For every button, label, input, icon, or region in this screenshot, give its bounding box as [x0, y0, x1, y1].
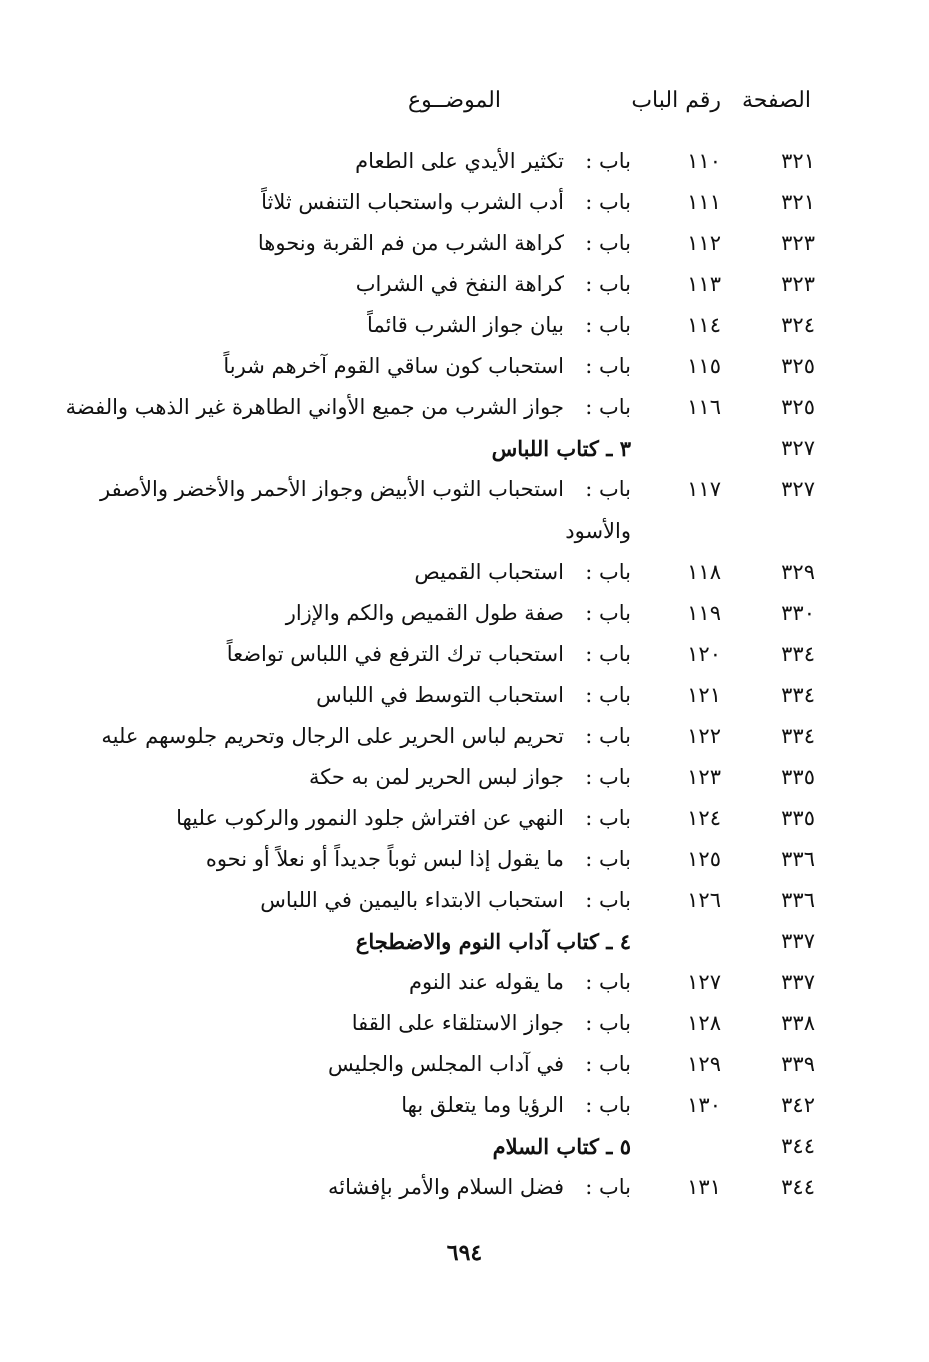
index-row — [0, 348, 929, 389]
row-chapter-number: ١٣٠ — [687, 1093, 721, 1117]
row-chapter-number: ١٢٢ — [687, 724, 721, 748]
index-row — [0, 759, 929, 800]
row-prefix: باب : — [585, 272, 631, 296]
row-chapter-number: ١٢٦ — [687, 888, 721, 912]
row-prefix: باب : — [585, 231, 631, 255]
index-row — [0, 471, 929, 554]
row-page-number: ٣٢٣ — [781, 272, 815, 296]
row-chapter-number: ١٢٩ — [687, 1052, 721, 1076]
index-row — [0, 841, 929, 882]
row-title: استحباب الابتداء باليمين في اللباس — [260, 888, 564, 912]
row-chapter-number: ١١٠ — [687, 149, 721, 173]
row-page-number: ٣٣٦ — [781, 847, 815, 871]
row-prefix: باب : — [585, 354, 631, 378]
row-prefix: باب : — [585, 847, 631, 871]
row-page-number: ٣٣٤ — [781, 683, 815, 707]
row-prefix: باب : — [585, 313, 631, 337]
index-list — [0, 143, 929, 1210]
row-page-number: ٣٣٧ — [781, 970, 815, 994]
index-row — [0, 143, 929, 184]
index-row — [0, 184, 929, 225]
row-chapter-number: ١٢٤ — [687, 806, 721, 830]
row-page-number: ٣٢٥ — [781, 395, 815, 419]
index-row — [0, 677, 929, 718]
book-heading-row — [0, 430, 929, 471]
row-prefix: باب : — [585, 970, 631, 994]
row-title: جواز الاستلقاء على القفا — [351, 1011, 564, 1035]
row-chapter-number: ١١١ — [687, 190, 721, 214]
index-row — [0, 636, 929, 677]
row-title: الرؤيا وما يتعلق بها — [401, 1093, 564, 1117]
index-row — [0, 595, 929, 636]
row-prefix: باب : — [585, 1093, 631, 1117]
row-page-number: ٣٤٤ — [781, 1175, 815, 1199]
row-page-number: ٣٣٩ — [781, 1052, 815, 1076]
row-prefix: باب : — [585, 1052, 631, 1076]
book-title: ٥ ـ كتاب السلام — [492, 1134, 631, 1159]
row-page-number: ٣٣٠ — [781, 601, 815, 625]
index-row — [0, 225, 929, 266]
row-page-number: ٣٢٣ — [781, 231, 815, 255]
row-chapter-number: ١٢٣ — [687, 765, 721, 789]
row-prefix: باب : — [585, 683, 631, 707]
row-chapter-number: ١١٣ — [687, 272, 721, 296]
row-page-number: ٣٣٤ — [781, 724, 815, 748]
book-title: ٤ ـ كتاب آداب النوم والاضطجاع — [355, 929, 631, 954]
row-page-number: ٣٣٦ — [781, 888, 815, 912]
index-row — [0, 800, 929, 841]
row-title: في آداب المجلس والجليس — [327, 1052, 564, 1076]
row-page-number: ٣٣٧ — [781, 929, 815, 953]
index-row — [0, 718, 929, 759]
row-prefix: باب : — [585, 1175, 631, 1199]
book-title: ٣ ـ كتاب اللباس — [491, 436, 631, 461]
row-title: ما يقوله عند النوم — [409, 970, 564, 994]
row-page-number: ٣٣٤ — [781, 642, 815, 666]
row-title: النهي عن افتراش جلود النمور والركوب عليها — [176, 806, 564, 830]
row-prefix: باب : — [585, 190, 631, 214]
row-chapter-number: ١٢٥ — [687, 847, 721, 871]
row-page-number: ٣٢٧ — [781, 477, 815, 501]
index-row — [0, 1169, 929, 1210]
row-chapter-number: ١٢١ — [687, 683, 721, 707]
header-page-label: الصفحة — [741, 88, 811, 113]
row-title: بيان جواز الشرب قائماً — [367, 313, 564, 337]
index-row — [0, 307, 929, 348]
index-row — [0, 1046, 929, 1087]
row-prefix: باب : — [585, 806, 631, 830]
row-title: جواز لبس الحرير لمن به حكة — [309, 765, 564, 789]
index-row — [0, 266, 929, 307]
row-page-number: ٣٤٤ — [781, 1134, 815, 1158]
row-prefix: باب : — [585, 642, 631, 666]
row-title: استحباب ترك الترفع في اللباس تواضعاً — [226, 642, 564, 666]
book-heading-row — [0, 923, 929, 964]
row-page-number: ٣٢٩ — [781, 560, 815, 584]
row-chapter-number: ١١٧ — [687, 477, 721, 501]
row-page-number: ٣٢٧ — [781, 436, 815, 460]
row-chapter-number: ١١٢ — [687, 231, 721, 255]
row-title: استحباب الثوب الأبيض وجواز الأحمر والأخضر والأصفر — [100, 477, 564, 501]
row-page-number: ٣٣٥ — [781, 765, 815, 789]
row-title: تكثير الأيدي على الطعام — [355, 149, 564, 173]
row-title: ما يقول إذا لبس ثوباً جديداً أو نعلاً أو نحوه — [205, 847, 564, 871]
index-row — [0, 554, 929, 595]
row-title: أدب الشرب واستحباب التنفس ثلاثاً — [261, 190, 564, 214]
row-chapter-number: ١٢٧ — [687, 970, 721, 994]
row-prefix: باب : — [585, 149, 631, 173]
row-page-number: ٣٢٤ — [781, 313, 815, 337]
index-row — [0, 389, 929, 430]
row-prefix: باب : — [585, 477, 631, 501]
row-title: صفة طول القميص والكم والإزار — [285, 601, 564, 625]
header-topic-label: الموضــوع — [408, 88, 501, 113]
column-header — [0, 88, 929, 128]
row-title: استحباب القميص — [414, 560, 564, 584]
row-prefix: باب : — [585, 1011, 631, 1035]
row-chapter-number: ١١٩ — [687, 601, 721, 625]
row-chapter-number: ١٣١ — [687, 1175, 721, 1199]
row-prefix: باب : — [585, 395, 631, 419]
row-page-number: ٣٢٥ — [781, 354, 815, 378]
row-prefix: باب : — [585, 560, 631, 584]
row-chapter-number: ١٢٨ — [687, 1011, 721, 1035]
index-row — [0, 1087, 929, 1128]
header-number-label: رقم الباب — [631, 88, 721, 113]
row-page-number: ٣٤٢ — [781, 1093, 815, 1117]
row-prefix: باب : — [585, 601, 631, 625]
row-page-number: ٣٢١ — [781, 190, 815, 214]
row-page-number: ٣٢١ — [781, 149, 815, 173]
row-title: استحباب التوسط في اللباس — [316, 683, 564, 707]
row-title: كراهة النفخ في الشراب — [355, 272, 564, 296]
row-title: فضل السلام والأمر بإفشائه — [328, 1175, 564, 1199]
index-row — [0, 964, 929, 1005]
row-chapter-number: ١٢٠ — [687, 642, 721, 666]
row-chapter-number: ١١٨ — [687, 560, 721, 584]
row-title: كراهة الشرب من فم القربة ونحوها — [257, 231, 564, 255]
row-chapter-number: ١١٥ — [687, 354, 721, 378]
row-prefix: باب : — [585, 765, 631, 789]
index-row — [0, 1005, 929, 1046]
row-title-continuation: والأسود — [565, 519, 631, 543]
page-number: ٦٩٤ — [446, 1240, 483, 1266]
book-heading-row — [0, 1128, 929, 1169]
index-row — [0, 882, 929, 923]
row-title: جواز الشرب من جميع الأواني الطاهرة غير الذهب والفضة — [65, 395, 564, 419]
row-title: استحباب كون ساقي القوم آخرهم شرباً — [223, 354, 564, 378]
row-chapter-number: ١١٤ — [687, 313, 721, 337]
row-prefix: باب : — [585, 888, 631, 912]
row-title: تحريم لباس الحرير على الرجال وتحريم جلوسهم عليه — [101, 724, 564, 748]
row-page-number: ٣٣٥ — [781, 806, 815, 830]
row-page-number: ٣٣٨ — [781, 1011, 815, 1035]
row-prefix: باب : — [585, 724, 631, 748]
row-chapter-number: ١١٦ — [687, 395, 721, 419]
